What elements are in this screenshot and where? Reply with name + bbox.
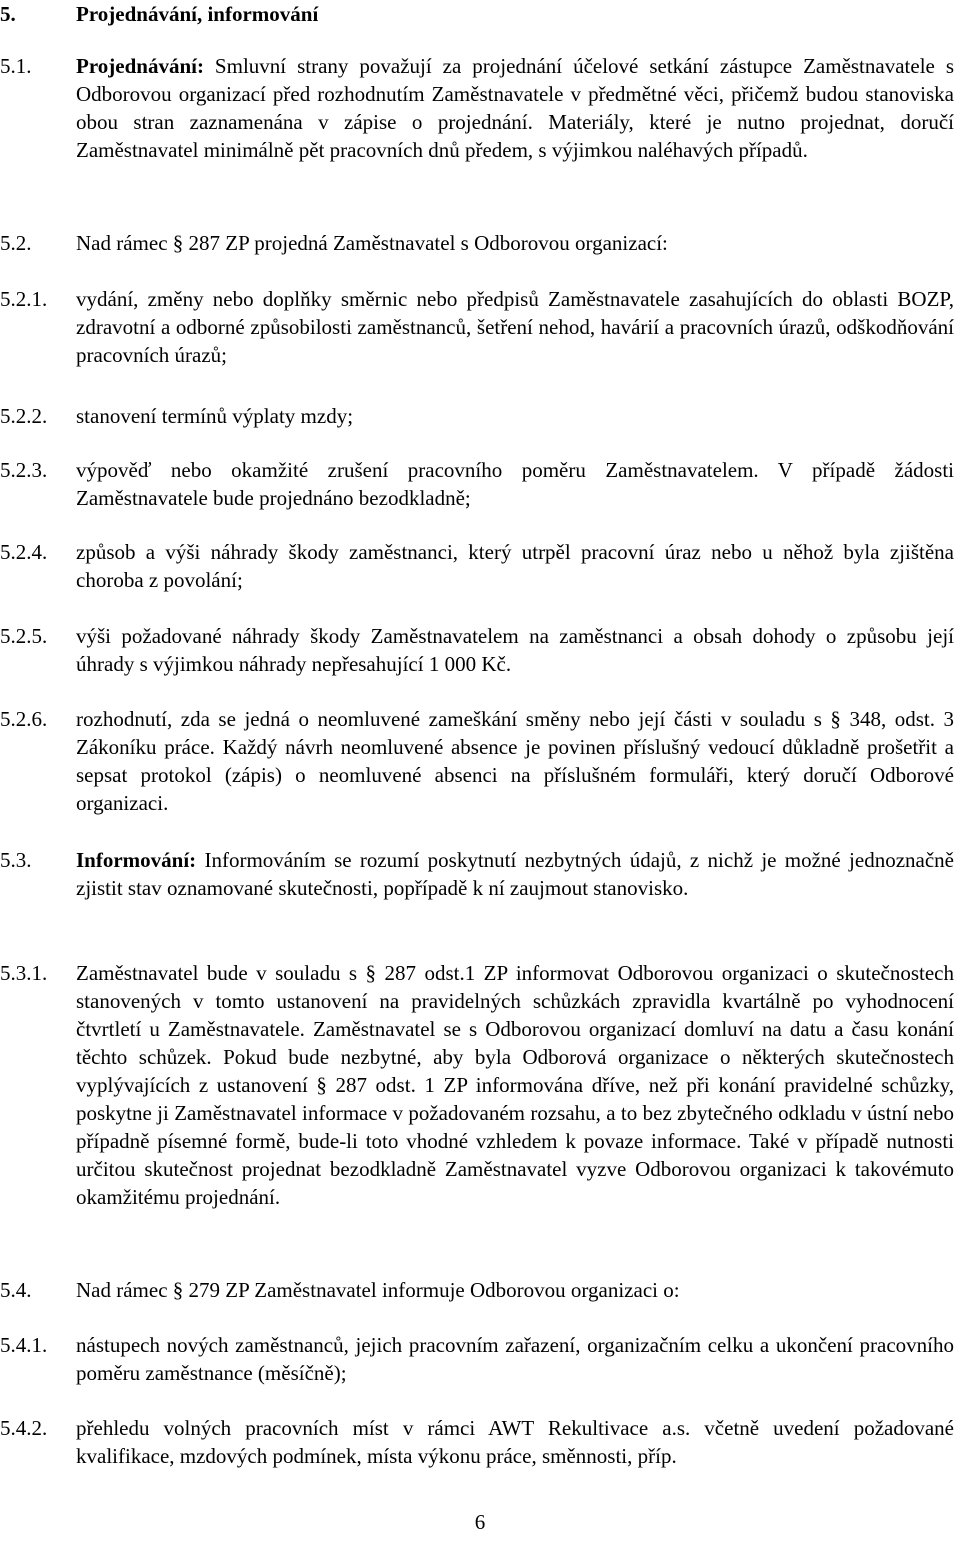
- section-text: rozhodnutí, zda se jedná o neomluvené zameškání směny nebo její části v souladu s § 348, odst. 3 Zákoníku práce. Každý návrh neomluvené absence je povinen příslušný vedoucí důkladně prošetřit a sepsat protokol (zápis) o neomluvené absenci na příslušném formuláři, který doručí Odborové organizaci.: [76, 707, 954, 815]
- section-text: výši požadované náhrady škody Zaměstnavatelem na zaměstnanci a obsah dohody o způsobu její úhrady s výjimkou náhrady nepřesahující 1 000 Kč.: [76, 624, 954, 676]
- section-number: 5.3.: [0, 848, 32, 872]
- section-number: 5.2.6.: [0, 707, 48, 731]
- section-text: stanovení termínů výplaty mzdy;: [76, 404, 354, 428]
- section-text: Informování: Informováním se rozumí poskytnutí nezbytných údajů, z nichž je možné jednoznačně zjistit stav oznamované skutečnosti, popřípadě k ní zaujmout stanovisko.: [76, 848, 954, 900]
- page-number: 6: [474, 1510, 486, 1534]
- section-text: přehledu volných pracovních míst v rámci AWT Rekultivace a.s. včetně uvedení požadované kvalifikace, mzdových podmínek, místa výkonu práce, směnnosti, příp.: [76, 1416, 954, 1468]
- section-text: výpověď nebo okamžité zrušení pracovního poměru Zaměstnavatelem. V případě žádosti Zaměstnavatele bude projednáno bezodkladně;: [76, 458, 954, 510]
- section-number: 5.2.1.: [0, 287, 48, 311]
- section-number: 5.2.2.: [0, 404, 48, 428]
- section-lead: Projednávání:: [76, 54, 204, 78]
- section-number: 5.2.: [0, 231, 32, 255]
- section-number: 5.2.3.: [0, 458, 48, 482]
- section-number: 5.4.2.: [0, 1416, 48, 1440]
- section-text: Projednávání: Smluvní strany považují za projednání účelové setkání zástupce Zaměstnavatele s Odborovou organizací před rozhodnutím Zaměstnavatele v předmětné věci, přičemž budou stanoviska obou stran zaznamenána v zápise o projednání. Materiály, které je nutno projednat, doručí Zaměstnavatel minimálně pět pracovních dnů předem, s výjimkou naléhavých případů.: [76, 54, 954, 162]
- section-number: 5.4.1.: [0, 1333, 48, 1357]
- section-number: 5.4.: [0, 1278, 32, 1302]
- heading-number: 5.: [0, 2, 16, 26]
- section-lead: Informování:: [76, 848, 197, 872]
- section-text: Nad rámec § 279 ZP Zaměstnavatel informuje Odborovou organizaci o:: [76, 1278, 680, 1302]
- heading-title: Projednávání, informování: [76, 2, 319, 26]
- section-number: 5.3.1.: [0, 961, 48, 985]
- section-number: 5.2.4.: [0, 540, 48, 564]
- section-text: způsob a výši náhrady škody zaměstnanci, který utrpěl pracovní úraz nebo u něhož byla zjištěna choroba z povolání;: [76, 540, 954, 592]
- section-number: 5.2.5.: [0, 624, 48, 648]
- section-text: Zaměstnavatel bude v souladu s § 287 odst.1 ZP informovat Odborovou organizaci o skutečnostech stanovených v tomto ustanovení na pravidelných schůzkách zpravidla kvartálně po vyhodnocení čtvrtletí u Zaměstnavatele. Zaměstnavatel se s Odborovou organizací domluví na datu a času konání těchto schůzek. Pokud bude nezbytné, aby byla Odborová organizace o některých skutečnostech vyplývajících z ustanovení § 287 odst. 1 ZP informována dříve, než při konání pravidelné schůzky, poskytne ji Zaměstnavatel informace v požadovaném rozsahu, a to bez zbytečného odkladu v ústní nebo případně písemné formě, bude-li toto vhodné vzhledem k povaze informace. Také v případě nutnosti určitou skutečnost projednat bezodkladně Zaměstnavatel vyzve Odborovou organizaci k takovémuto okamžitému projednání.: [76, 961, 954, 1209]
- section-text: vydání, změny nebo doplňky směrnic nebo předpisů Zaměstnavatele zasahujících do oblasti BOZP, zdravotní a odborné způsobilosti zaměstnanců, šetření nehod, havárií a pracovních úrazů, odškodňování pracovních úrazů;: [76, 287, 954, 367]
- section-text: Nad rámec § 287 ZP projedná Zaměstnavatel s Odborovou organizací:: [76, 231, 668, 255]
- section-text: nástupech nových zaměstnanců, jejich pracovním zařazení, organizačním celku a ukončení pracovního poměru zaměstnance (měsíčně);: [76, 1333, 954, 1385]
- section-number: 5.1.: [0, 54, 32, 78]
